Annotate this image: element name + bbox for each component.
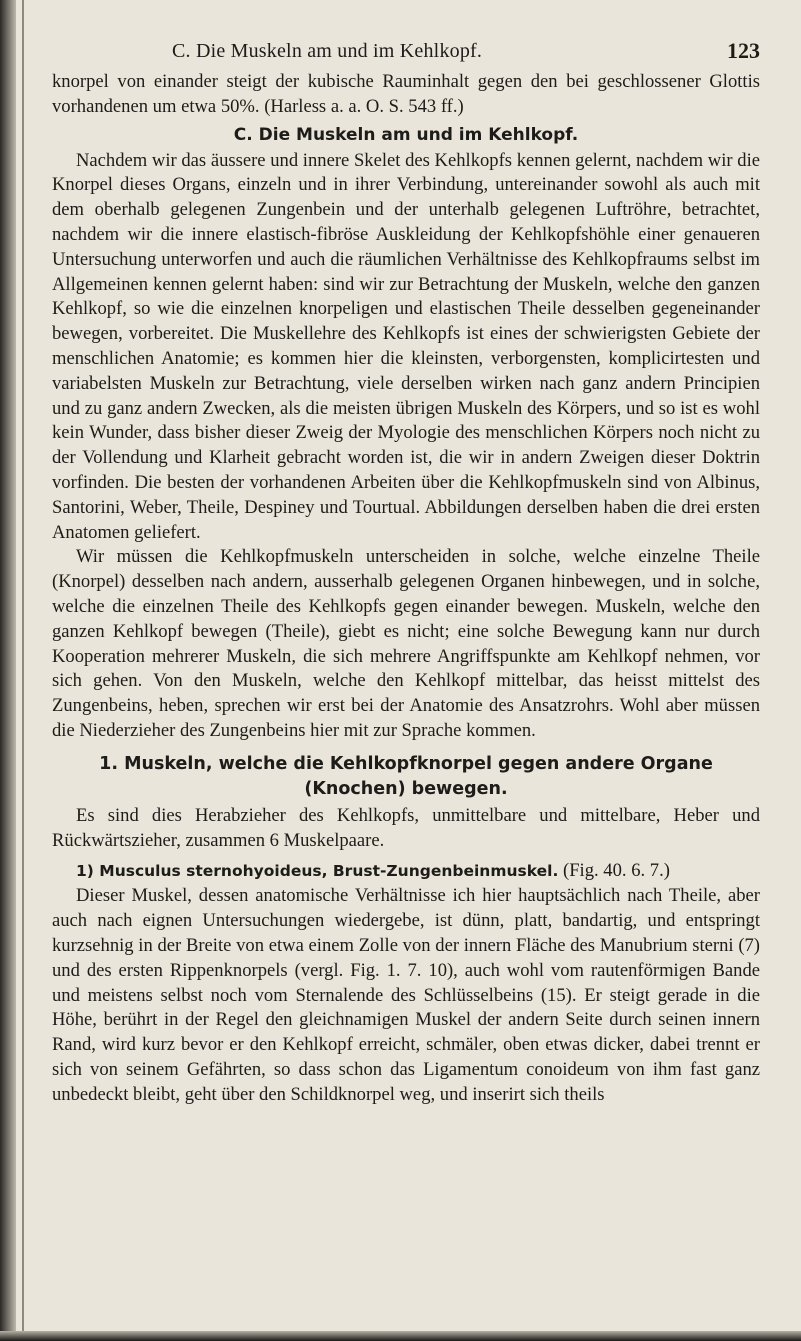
page-number: 123	[727, 38, 760, 63]
subsection-heading-line-1: 1. Muskeln, welche die Kehlkopfknorpel gegen andere Organe	[99, 753, 713, 774]
gutter-line	[22, 0, 24, 1341]
page-header	[52, 40, 760, 70]
muscle-description-paragraph: Dieser Muskel, dessen anatomische Verhältnisse ich hier hauptsächlich nach Theile, aber auch nach eignen Untersuchungen wiedergebe, ist dünn, platt, bandartig, und entspringt kurzsehnig in der Breite von etwa einem Zolle von der innern Fläche des Manubrium sterni (7) und des ersten Rippenknorpels (vergl. Fig. 1. 7. 10), auch wohl vom rautenförmigen Bande und meistens selbst noch vom Sternalende des Schlüsselbeins (15). Er steigt gerade in die Höhe, berührt in der Regel den gleichnamigen Muskel der andern Seite durch seinen innern Rand, wird kurz bevor er den Kehlkopf erreicht, schmäler, oben etwas dicker, dabei trennt er sich von seinem Gefährten, so dass schon das Ligamentum conoideum von ihm fast ganz unbedeckt bleibt, geht über den Schildknorpel weg, und inserirt sich theils	[52, 885, 760, 1105]
book-spine-shadow	[0, 0, 16, 1341]
figure-reference: (Fig. 40. 6. 7.)	[558, 860, 670, 882]
running-head: C. Die Muskeln am und im Kehlkopf.	[172, 40, 483, 62]
muscle-name: 1) Musculus sternohyoideus, Brust-Zungenbeinmuskel.	[76, 862, 559, 881]
classification-paragraph: Wir müssen die Kehlkopfmuskeln unterscheiden in solche, welche einzelne Theile (Knorpel) desselben nach andern, ausserhalb gelegenen Organen hinbewegen, und in solche, welche die einzelnen Theile des Kehlkopfs gegen einander bewegen. Muskeln, welche den ganzen Kehlkopf bewegen (Theile), giebt es nicht; eine solche Bewegung kann nur durch Kooperation mehrerer Muskeln, die sich mehrere Angriffspunkte am Kehlkopf nehmen, vor sich gehen. Von den Muskeln, welche den Kehlkopf mittelbar, das heisst mittelst des Zungenbeins, heben, sprechen wir erst bei der Anatomie des Ansatzrohrs. Wohl aber müssen die Niederzieher des Zungenbeins hier mit zur Sprache kommen.	[52, 546, 760, 741]
subsection-heading-line-2: (Knochen) bewegen.	[304, 778, 508, 799]
continuation-paragraph: knorpel von einander steigt der kubische Rauminhalt gegen den bei geschlossener Glottis vorhandenen um etwa 50%. (Harless a. a. O. S. 543 ff.)	[52, 71, 760, 117]
muscle-summary-paragraph: Es sind dies Herabzieher des Kehlkopfs, unmittelbare und mittelbare, Heber und Rückwärtszieher, zusammen 6 Muskelpaare.	[52, 804, 760, 851]
section-heading: C. Die Muskeln am und im Kehlkopf.	[233, 124, 579, 145]
page-bottom-edge	[0, 1331, 801, 1341]
intro-paragraph: Nachdem wir das äussere und innere Skelet des Kehlkopfs kennen gelernt, nachdem wir die Knorpel dieses Organs, einzeln und in ihrer Verbindung, untereinander sowohl als auch mit dem oberhalb gelegenen Zungenbein und der unterhalb gelegenen Luftröhre, betrachtet, nachdem wir die innere elastisch-fibröse Auskleidung der Kehlkopfshöhle einer genaueren Untersuchung unterworfen und auch die räumlichen Verhältnisse des Kehlkopfraums selbst im Allgemeinen kennen gelernt haben: sind wir zur Betrachtung der Muskeln, welche den ganzen Kehlkopf, so wie die einzelnen knorpeligen und elastischen Theile desselben gegeneinander bewegen, vorbereitet. Die Muskellehre des Kehlkopfs ist eines der schwierigsten Gebiete der menschlichen Anatomie; es kommen hier die kleinsten, verborgensten, komplicirtesten und variabelsten Muskeln zur Betrachtung, viele derselben wirken nach ganz andern Principien und zu ganz andern Zwecken, als die meisten übrigen Muskeln des Körpers, und so ist es wohl kein Wunder, dass bisher dieser Zweig der Myologie des menschlichen Körpers noch nicht zu der Vollendung und Klarheit gebracht worden ist, die wir in andern Zweigen dieser Doktrin vorfinden. Die besten der vorhandenen Arbeiten über die Kehlkopfmuskeln sind von Albinus, Santorini, Weber, Theile, Despiney und Tourtual. Abbildungen derselben haben die drei ersten Anatomen geliefert.	[52, 149, 760, 543]
subsection-heading	[52, 752, 760, 802]
muscle-entry-heading	[52, 858, 760, 884]
book-page	[52, 40, 760, 1107]
